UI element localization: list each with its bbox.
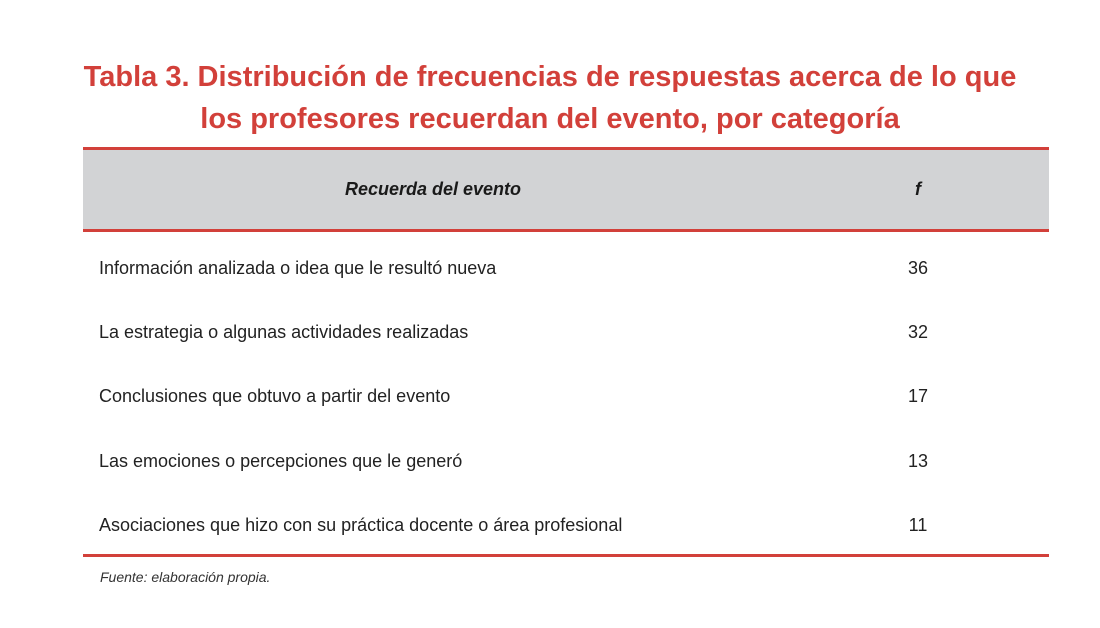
source-note: Fuente: elaboración propia. xyxy=(100,569,271,585)
table-row xyxy=(83,381,1049,411)
frequency-table xyxy=(83,147,1049,557)
row-category: La estrategia o algunas actividades realizadas xyxy=(99,322,469,342)
row-category: Conclusiones que obtuvo a partir del evento xyxy=(99,386,451,406)
table-header xyxy=(83,150,1049,229)
row-category: Información analizada o idea que le resultó nueva xyxy=(99,258,497,278)
table-body xyxy=(83,232,1049,554)
row-category: Asociaciones que hizo con su práctica docente o área profesional xyxy=(99,515,623,535)
table-title xyxy=(0,56,1100,140)
table-row xyxy=(83,446,1049,476)
table-title-line-1: Tabla 3. Distribución de frecuencias de respuestas acerca de lo que xyxy=(83,61,1017,93)
table-row xyxy=(83,253,1049,283)
header-frequency: f xyxy=(915,179,921,199)
row-category: Las emociones o percepciones que le generó xyxy=(99,451,463,471)
row-frequency: 17 xyxy=(907,386,929,406)
row-frequency: 13 xyxy=(907,451,929,471)
table-bottom-rule xyxy=(83,554,1049,557)
row-frequency: 11 xyxy=(908,515,928,535)
table-row xyxy=(83,510,1049,540)
header-category: Recuerda del evento xyxy=(344,179,522,199)
table-row xyxy=(83,317,1049,347)
row-frequency: 32 xyxy=(907,322,929,342)
row-frequency: 36 xyxy=(907,258,929,278)
table-title-line-2: los profesores recuerdan del evento, por categoría xyxy=(200,103,900,135)
